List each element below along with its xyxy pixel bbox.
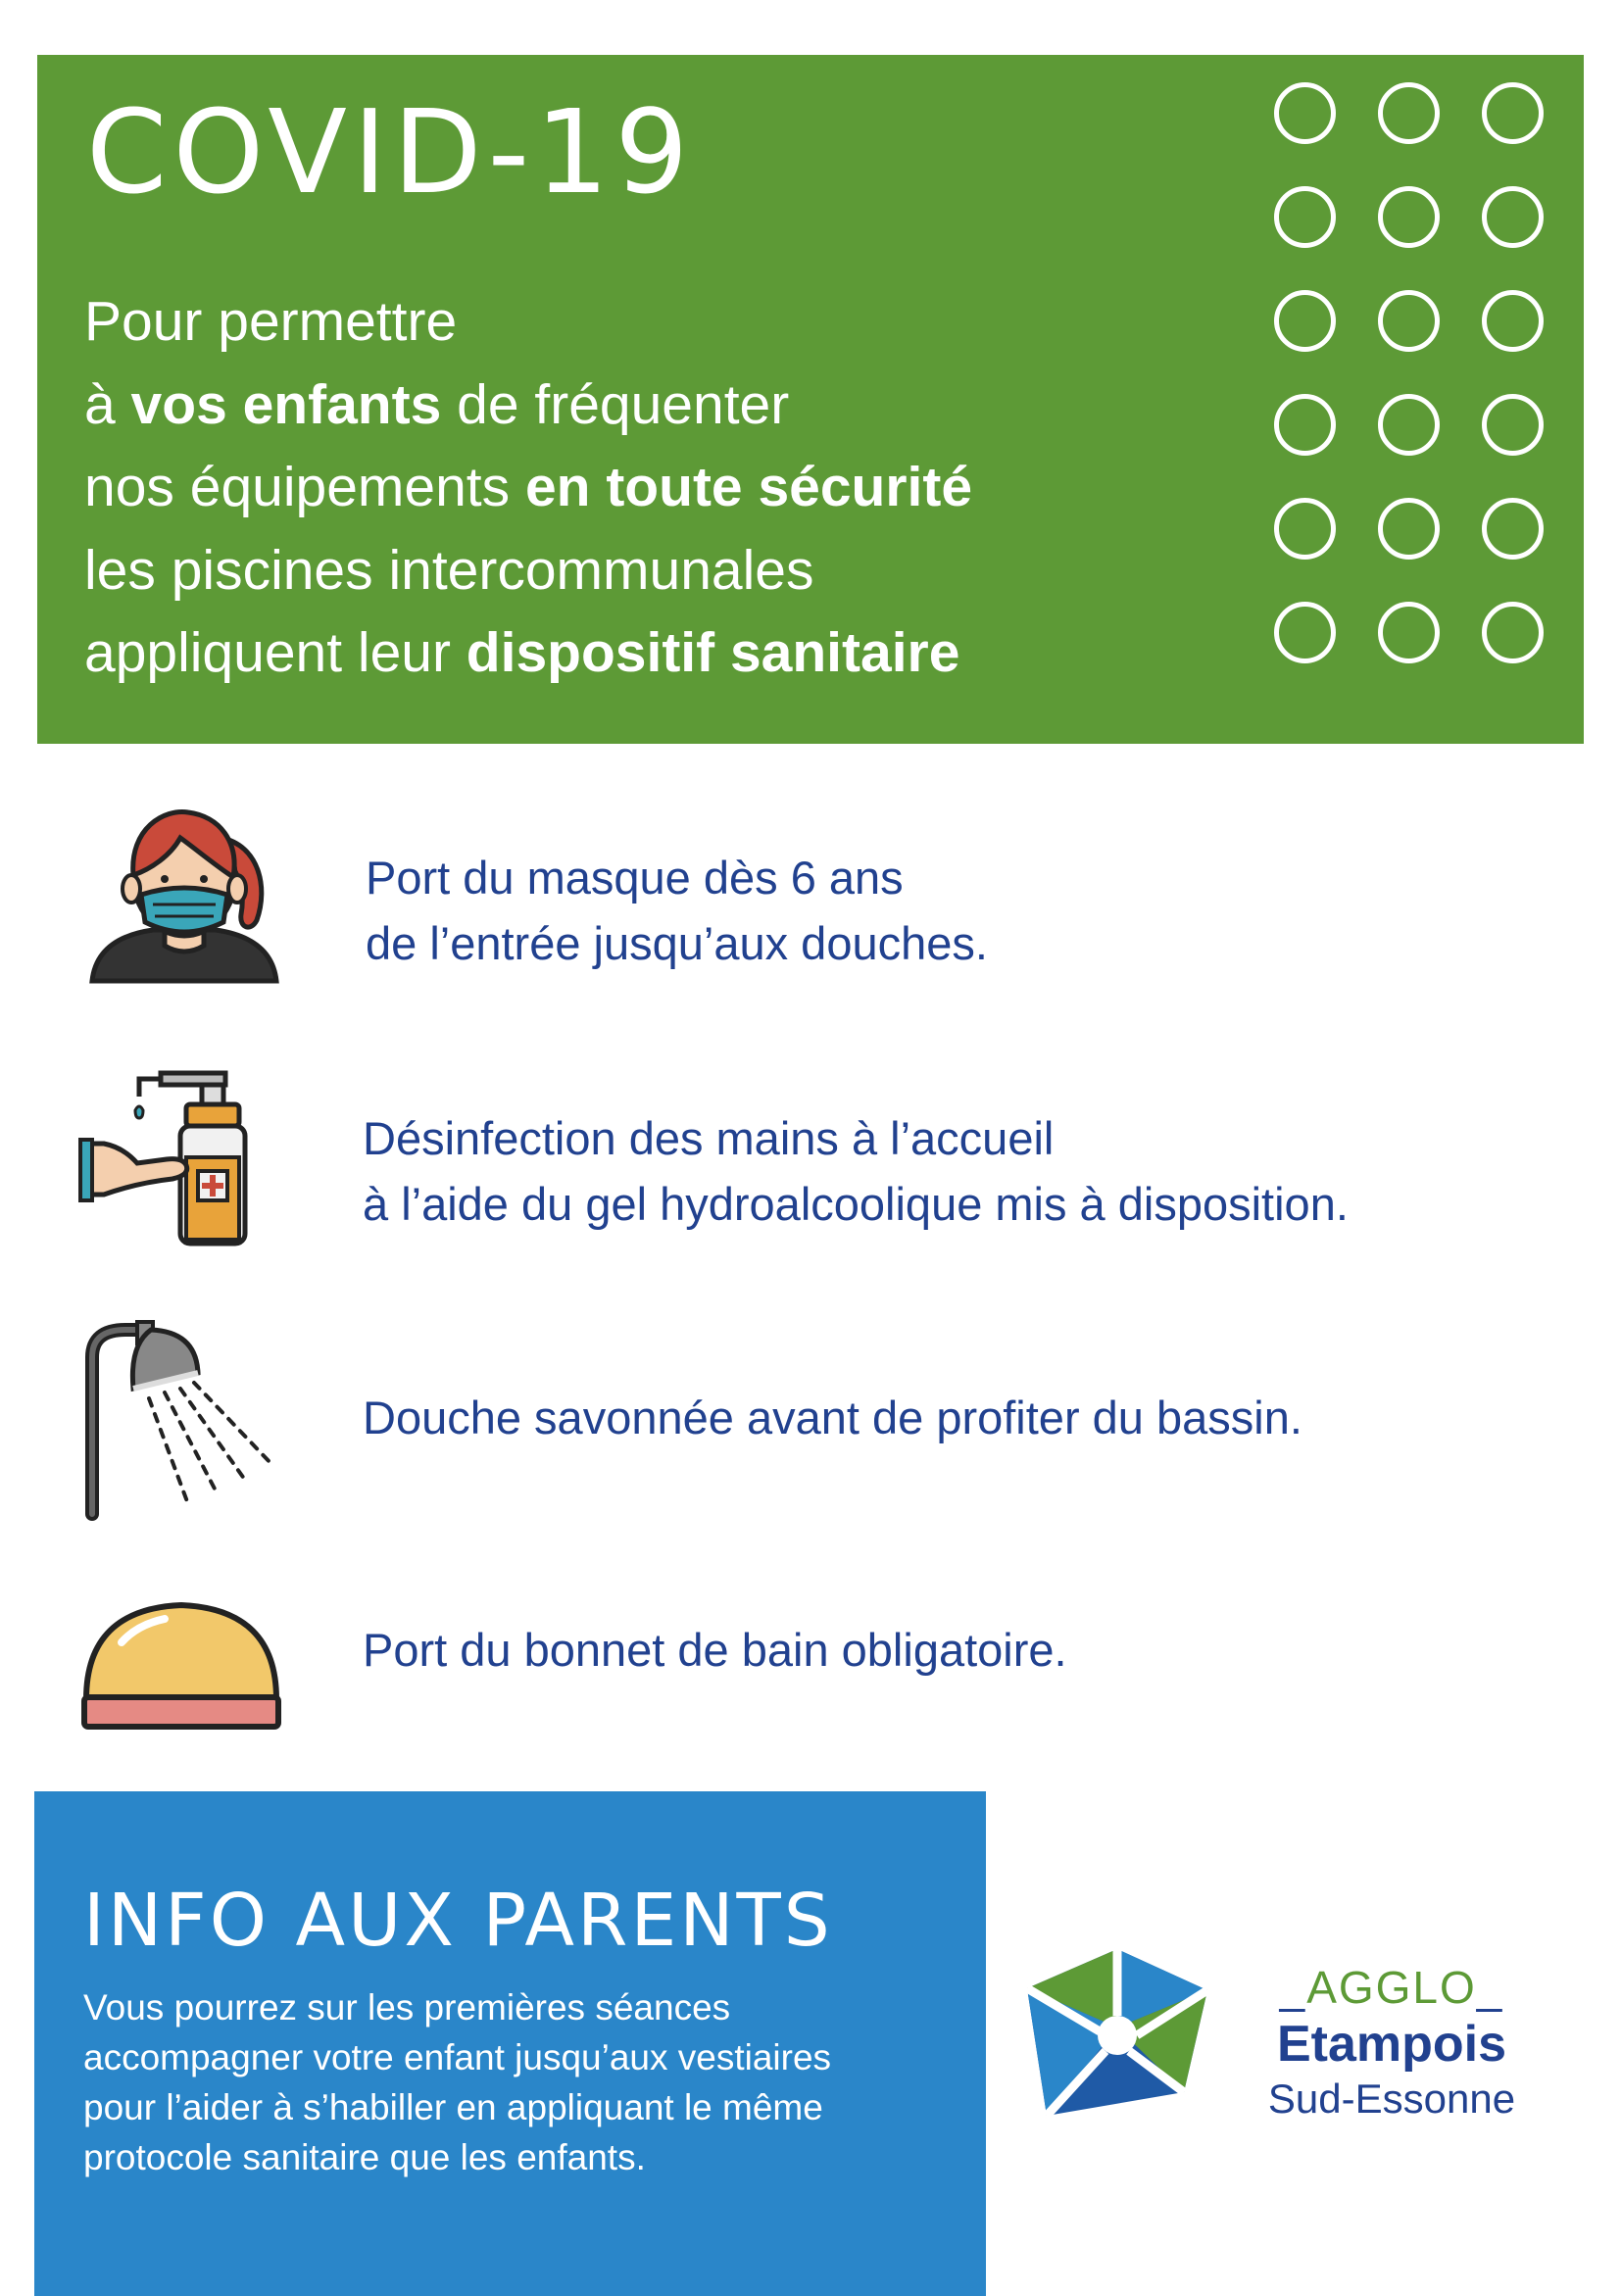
shower-icon: [80, 1318, 286, 1524]
rule-line: Douche savonnée avant de profiter du bassin.: [363, 1392, 1302, 1443]
intro-segment-bold: dispositif sanitaire: [466, 621, 960, 684]
info-title: INFO AUX PARENTS: [83, 1879, 833, 1963]
logo-agglo: _AGGLO_: [1279, 1962, 1504, 2013]
circle-icon: [1378, 602, 1440, 663]
intro-line: [84, 364, 1260, 447]
intro-line: [84, 280, 1260, 364]
logo-agglo-word: AGGLO: [1306, 1962, 1477, 2013]
info-parents-box: [34, 1791, 986, 2296]
circle-icon: [1378, 82, 1440, 144]
circle-icon: [1274, 602, 1336, 663]
circle-icon: [1274, 394, 1336, 456]
info-line: Vous pourrez sur les premières séances: [83, 1987, 731, 2027]
rule-line: Port du bonnet de bain obligatoire.: [363, 1624, 1067, 1676]
circle-icon: [1378, 394, 1440, 456]
rule-hands-text: [363, 1105, 1349, 1237]
circle-icon: [1274, 290, 1336, 352]
intro-segment: de fréquenter: [441, 372, 790, 436]
intro-segment-bold: vos enfants: [130, 372, 442, 436]
intro-segment: les piscines intercommunales: [84, 538, 814, 602]
intro-line: [84, 529, 1260, 612]
info-line: accompagner votre enfant jusqu’aux vestiaires: [83, 2037, 832, 2077]
circle-icon: [1378, 498, 1440, 560]
mask-person-icon: [86, 799, 282, 985]
circle-icon: [1378, 290, 1440, 352]
circle-icon: [1274, 498, 1336, 560]
circle-icon: [1482, 602, 1544, 663]
intro-segment: nos équipements: [84, 456, 525, 518]
hand-sanitizer-icon: [78, 1063, 274, 1249]
circle-icon: [1378, 186, 1440, 248]
logo-etampois: Etampois: [1276, 2016, 1507, 2073]
rule-shower-text: [363, 1385, 1302, 1450]
circle-icon: [1274, 186, 1336, 248]
info-line: protocole sanitaire que les enfants.: [83, 2137, 646, 2177]
covid-banner: [37, 55, 1584, 744]
circle-icon: [1482, 498, 1544, 560]
agglo-logo-icon: [1019, 1945, 1215, 2122]
info-line: pour l’aider à s’habiller en appliquant le même: [83, 2087, 823, 2127]
intro-segment: appliquent leur: [84, 621, 467, 684]
swim-cap-icon: [78, 1599, 284, 1736]
rule-mask-text: [366, 845, 988, 976]
circle-icon: [1482, 82, 1544, 144]
intro-line: [84, 611, 1260, 695]
decorative-dot-grid: [1274, 82, 1544, 663]
logo-sud-essonne: Sud-Essonne: [1267, 2076, 1516, 2122]
rule-cap-text: [363, 1617, 1067, 1683]
rule-line: de l’entrée jusqu’aux douches.: [366, 917, 988, 969]
intro-line: [84, 446, 1260, 529]
intro-text: [84, 280, 1260, 695]
rule-line: Désinfection des mains à l’accueil: [363, 1112, 1055, 1164]
rule-line: à l’aide du gel hydroalcoolique mis à disposition.: [363, 1178, 1349, 1230]
info-body: [83, 1982, 965, 2182]
intro-segment-bold: en toute sécurité: [524, 456, 973, 518]
circle-icon: [1274, 82, 1336, 144]
circle-icon: [1482, 290, 1544, 352]
covid-title: COVID-19: [86, 84, 695, 220]
agglo-logo-text: [1250, 1960, 1534, 2125]
rule-line: Port du masque dès 6 ans: [366, 852, 904, 904]
intro-segment: à: [84, 372, 131, 436]
circle-icon: [1482, 394, 1544, 456]
intro-segment: Pour permettre: [84, 290, 458, 353]
circle-icon: [1482, 186, 1544, 248]
